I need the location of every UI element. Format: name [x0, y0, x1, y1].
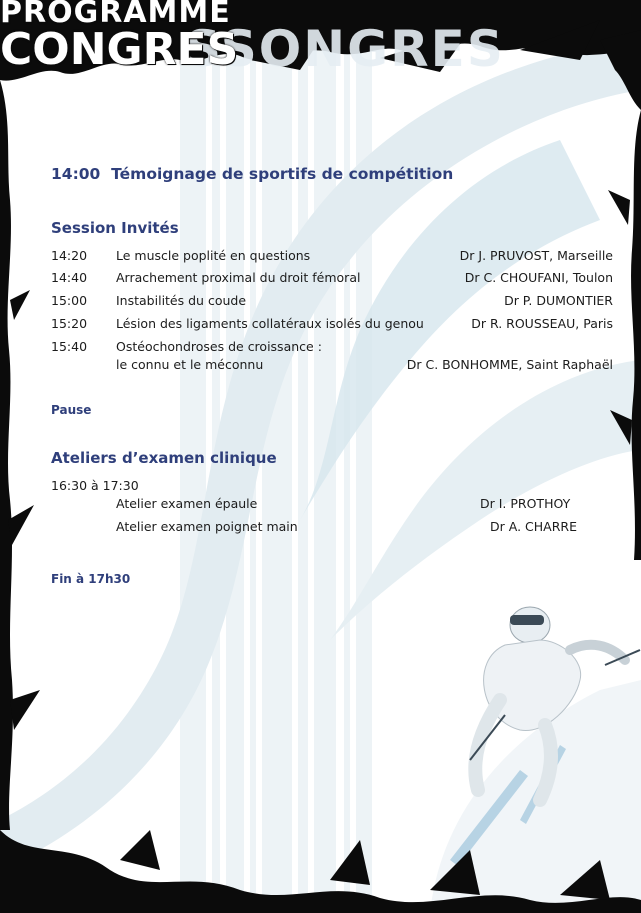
main-slot-title: Témoignage de sportifs de compétition — [111, 165, 454, 183]
talk-row — [51, 248, 613, 266]
talk-time: 15:00 — [51, 293, 88, 308]
talk-speaker: Dr P. DUMONTIER — [504, 293, 613, 308]
talk-speaker: Dr C. BONHOMME, Saint Raphaël — [406, 357, 613, 372]
talk-time: 14:40 — [51, 270, 88, 285]
main-slot — [51, 165, 453, 183]
talk-row-continued — [51, 357, 613, 375]
talk-time: 15:20 — [51, 316, 88, 331]
talk-title: Arrachement proximal du droit fémoral — [116, 270, 361, 285]
talk-time: 15:40 — [51, 339, 88, 354]
talk-row — [51, 293, 613, 311]
talk-title: Lésion des ligaments collatéraux isolés du genou — [116, 316, 424, 331]
header-subtitle: CONGRES — [0, 24, 239, 75]
atelier-title: Atelier examen poignet main — [116, 519, 298, 534]
talk-title: Ostéochondroses de croissance : — [116, 339, 322, 354]
talk-speaker: Dr C. CHOUFANI, Toulon — [464, 270, 613, 285]
talk-title: Le muscle poplité en questions — [116, 248, 311, 263]
header-title: PROGRAMME — [0, 0, 231, 30]
ateliers-time: 16:30 à 17:30 — [51, 478, 139, 493]
talk-row — [51, 339, 613, 357]
talk-speaker: Dr R. ROUSSEAU, Paris — [471, 316, 613, 331]
talk-row — [51, 316, 613, 334]
main-slot-time: 14:00 — [51, 165, 101, 183]
atelier-speaker: Dr A. CHARRE — [490, 519, 577, 534]
ateliers-heading: Ateliers d’examen clinique — [51, 449, 277, 467]
atelier-speaker: Dr I. PROTHOY — [480, 496, 571, 511]
atelier-title: Atelier examen épaule — [116, 496, 258, 511]
talk-speaker: Dr J. PRUVOST, Marseille — [459, 248, 613, 263]
pause-label: Pause — [51, 403, 92, 417]
talk-title: Instabilités du coude — [116, 293, 247, 308]
end-label: Fin à 17h30 — [51, 572, 131, 586]
talk-row — [51, 270, 613, 288]
talk-title-line2: le connu et le méconnu — [116, 357, 264, 372]
session-invites-heading: Session Invités — [51, 219, 179, 237]
header-ghost-text: SSONGRES — [185, 20, 505, 78]
talk-time: 14:20 — [51, 248, 88, 263]
